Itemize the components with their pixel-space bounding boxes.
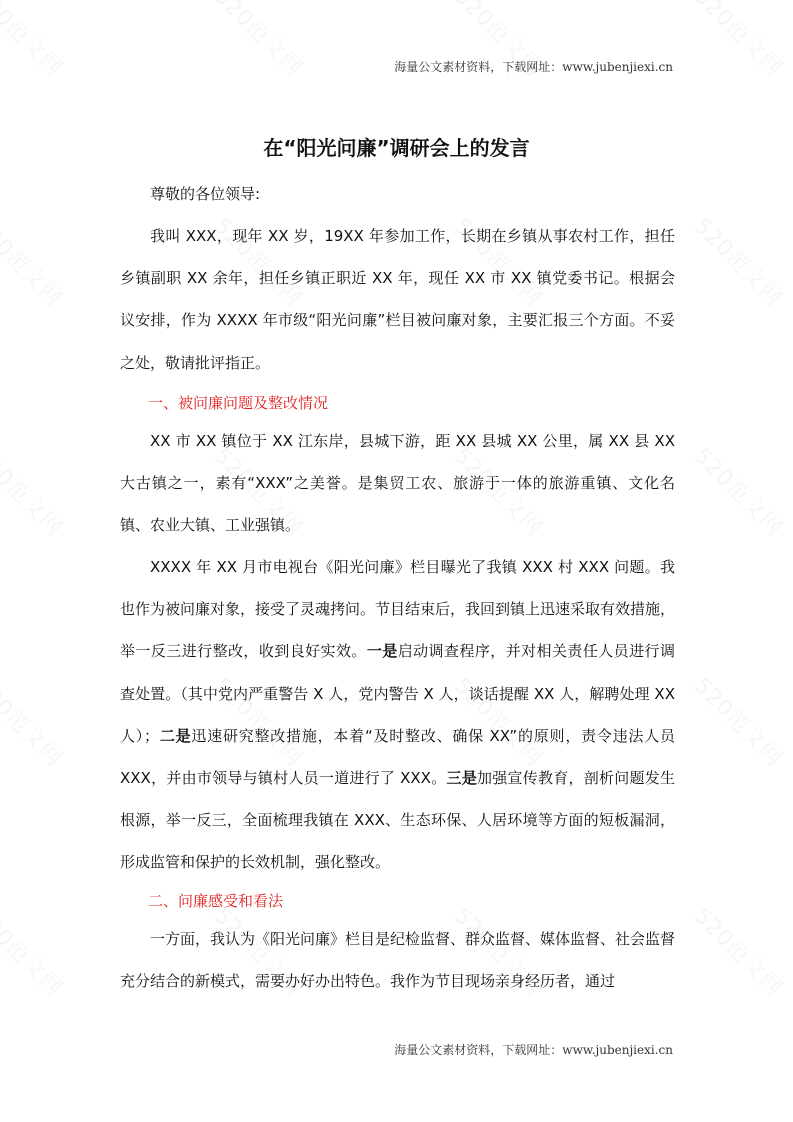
watermark-tile xyxy=(688,670,791,773)
bold-marker-third: 三是 xyxy=(446,769,477,788)
paragraph-text: 启动调查程序，并对相关责任人员进行调查处置。（其中党内严重警告 X 人，党内警告 X 人，谈话提醒 XX 人，解聘处理 XX 人）； xyxy=(120,642,675,745)
intro-paragraph: 我叫 XXX，现年 XX 岁，19XX 年参加工作，长期在乡镇从事农村工作，担任乡镇副职 XX 余年，担任乡镇正职近 XX 年，现任 XX 市 XX 镇党委书记。根据会议安排，作为 XXXX 年市级“阳光问廉”栏目被问廉对象，主要汇报三个方面。不妥之处，敬请批评指正。 xyxy=(120,227,675,372)
watermark-tile xyxy=(0,0,71,83)
watermark-tile xyxy=(0,670,71,773)
footer-download-note: 海量公文素材资料，下载网址：www.jubenjiexi.cn xyxy=(394,1043,673,1057)
section1-paragraph2 xyxy=(120,546,675,884)
watermark-tile xyxy=(0,440,71,543)
watermark-tile xyxy=(688,0,791,83)
watermark-tile xyxy=(688,900,791,1003)
bold-marker-second: 二是 xyxy=(159,726,192,745)
paragraph-text: XXXX 年 XX 月市电视台《阳光问廉》栏目曝光了我镇 XXX 村 XXX 问题。我也作为被问廉对象，接受了灵魂拷问。节目结束后，我回到镇上迅速采取有效措施，举一反三进行整改，收到良好实效。 xyxy=(120,558,676,661)
section2-heading: 二、问廉感受和看法 xyxy=(148,892,284,910)
watermark-tile xyxy=(0,210,71,313)
section2-paragraph1: 一方面，我认为《阳光问廉》栏目是纪检监督、群众监督、媒体监督、社会监督充分结合的新模式，需要办好办出特色。我作为节目现场亲身经历者，通过 xyxy=(120,930,676,991)
watermark-tile xyxy=(688,440,791,543)
bold-marker-first: 一是 xyxy=(366,642,398,661)
salutation: 尊敬的各位领导: xyxy=(150,185,261,203)
watermark-tile xyxy=(688,210,791,313)
header-download-note: 海量公文素材资料，下载网址：www.jubenjiexi.cn xyxy=(394,60,673,74)
paragraph-text: 加强宣传教育，剖析问题发生根源，举一反三，全面梳理我镇在 XXX、生态环保、人居环境等方面的短板漏洞，形成监管和保护的长效机制，强化整改。 xyxy=(120,769,675,872)
section1-heading: 一、被问廉问题及整改情况 xyxy=(148,394,329,412)
section1-paragraph1: XX 市 XX 镇位于 XX 江东岸，县城下游，距 XX 县城 XX 公里，属 XX 县 XX 大古镇之一，素有“XXX”之美誉。是集贸工农、旅游于一体的旅游重镇、文化名镇、农业大镇、工业强镇。 xyxy=(120,432,675,535)
document-title: 在“阳光问廉”调研会上的发言 xyxy=(263,136,530,160)
watermark-tile xyxy=(0,900,71,1003)
watermark-tile xyxy=(208,0,311,83)
paragraph-text: 迅速研究整改措施，本着“及时整改、确保 XX”的原则，责令违法人员 XXX，并由市领导与镇村人员一道进行了 XXX。 xyxy=(120,726,675,788)
